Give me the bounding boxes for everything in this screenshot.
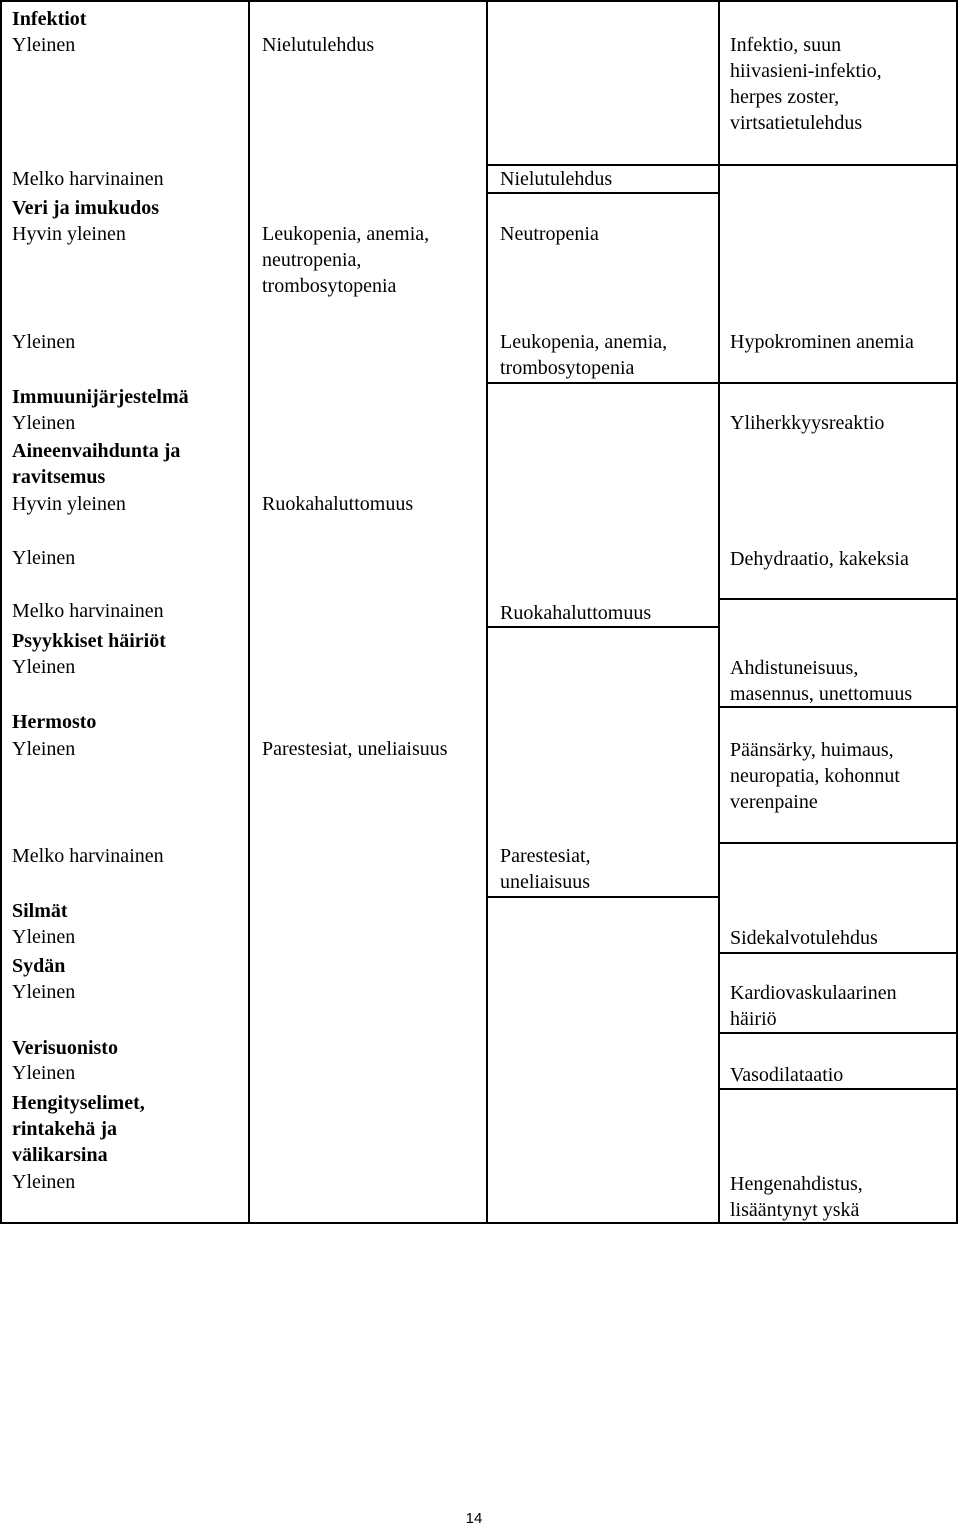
table-col-divider-3: [718, 0, 720, 1224]
reaction-cell: Nielutulehdus: [262, 34, 375, 56]
table-left-border: [0, 0, 2, 1224]
frequency-label: Yleinen: [12, 738, 76, 760]
system-organ-class: Veri ja imukudos: [12, 197, 160, 219]
frequency-label: Yleinen: [12, 547, 76, 569]
reaction-cell: Neutropenia: [500, 223, 599, 245]
system-organ-class: Immuunijärjestelmä: [12, 386, 189, 408]
reaction-cell: Parestesiat, uneliaisuus: [500, 845, 591, 893]
frequency-label: Yleinen: [12, 1062, 76, 1084]
system-organ-class: Verisuonisto: [12, 1037, 118, 1059]
frequency-label: Yleinen: [12, 331, 76, 353]
frequency-label: Yleinen: [12, 926, 76, 948]
frequency-label: Yleinen: [12, 1171, 76, 1193]
frequency-label: Yleinen: [12, 34, 76, 56]
row-divider: [718, 1088, 958, 1090]
frequency-label: Yleinen: [12, 656, 76, 678]
page-number: 14: [465, 1510, 483, 1527]
row-divider: [486, 382, 720, 384]
frequency-label: Melko harvinainen: [12, 168, 164, 190]
row-divider: [486, 626, 720, 628]
reaction-cell: Ruokahaluttomuus: [500, 602, 652, 624]
frequency-label: Hyvin yleinen: [12, 493, 126, 515]
reaction-cell: Vasodilataatio: [730, 1064, 844, 1086]
frequency-label: Melko harvinainen: [12, 600, 164, 622]
reaction-cell: Leukopenia, anemia, trombosytopenia: [500, 331, 668, 379]
system-organ-class: Infektiot: [12, 8, 87, 30]
system-organ-class: Aineenvaihdunta ja ravitsemus: [12, 440, 181, 488]
reaction-cell: Ahdistuneisuus, masennus, unettomuus: [730, 657, 913, 705]
reaction-cell: Yliherkkyysreaktio: [730, 412, 885, 434]
reaction-cell: Hypokrominen anemia: [730, 331, 914, 353]
reaction-cell: Päänsärky, huimaus, neuropatia, kohonnut verenpaine: [730, 739, 900, 813]
table-right-border: [956, 0, 958, 1224]
frequency-label: Yleinen: [12, 412, 76, 434]
system-organ-class: Hengityselimet, rintakehä ja välikarsina: [12, 1092, 145, 1166]
row-divider: [718, 382, 958, 384]
reaction-cell: Hengenahdistus, lisääntynyt yskä: [730, 1173, 863, 1221]
reaction-cell: Kardiovaskulaarinen häiriö: [730, 982, 897, 1030]
row-divider: [718, 842, 958, 844]
system-organ-class: Silmät: [12, 900, 68, 922]
system-organ-class: Hermosto: [12, 711, 97, 733]
frequency-label: Melko harvinainen: [12, 845, 164, 867]
reaction-cell: Leukopenia, anemia, neutropenia, trombosytopenia: [262, 223, 430, 297]
reaction-cell: Nielutulehdus: [500, 168, 613, 190]
reaction-cell: Sidekalvotulehdus: [730, 927, 878, 949]
frequency-label: Hyvin yleinen: [12, 223, 126, 245]
reaction-cell: Ruokahaluttomuus: [262, 493, 414, 515]
frequency-label: Yleinen: [12, 981, 76, 1003]
table-top-border: [0, 0, 958, 2]
row-divider: [718, 1032, 958, 1034]
reaction-cell: Dehydraatio, kakeksia: [730, 548, 909, 570]
system-organ-class: Sydän: [12, 955, 66, 977]
reaction-cell: Parestesiat, uneliaisuus: [262, 738, 448, 760]
row-divider: [486, 896, 720, 898]
row-divider: [718, 598, 958, 600]
row-divider: [718, 952, 958, 954]
system-organ-class: Psyykkiset häiriöt: [12, 630, 166, 652]
table-col-divider-2: [486, 0, 488, 1224]
row-divider: [486, 192, 720, 194]
table-col-divider-1: [248, 0, 250, 1224]
reaction-cell: Infektio, suun hiivasieni-infektio, herpes zoster, virtsatietulehdus: [730, 34, 882, 134]
